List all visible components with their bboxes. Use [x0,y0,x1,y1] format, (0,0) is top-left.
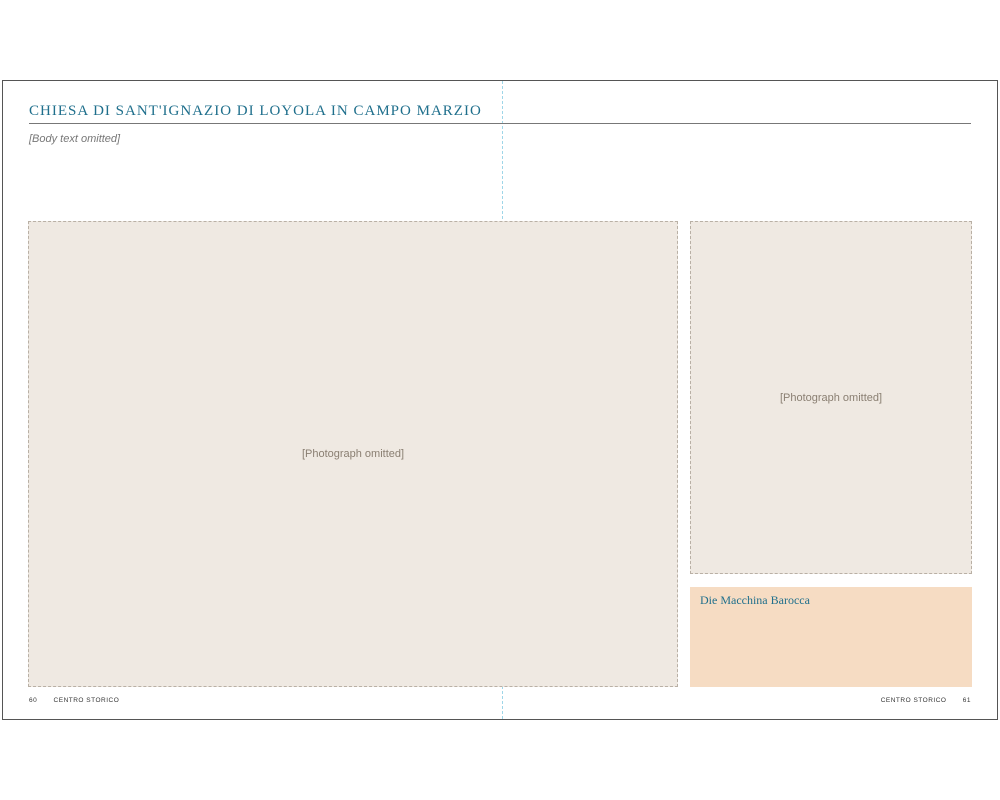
page-number-right: 61 [962,697,971,704]
page-title: CHIESA DI SANT'IGNAZIO DI LOYOLA IN CAMPO MARZIO [29,103,482,119]
magazine-spread [2,80,998,720]
ceiling-fresco-photo-placeholder: [Photograph omitted] [690,221,972,574]
section-label-left: CENTRO STORICO [53,697,120,704]
church-facade-photo-placeholder: [Photograph omitted] [28,221,678,687]
section-label-right: CENTRO STORICO [880,697,947,704]
sidebar-title: Die Macchina Barocca [700,593,810,607]
footer-right [881,697,971,704]
title-rule [29,123,971,124]
sidebar-box [690,587,972,687]
body-text-omitted: [Body text omitted] [29,133,121,145]
page-number-left: 60 [29,697,38,704]
footer-left [29,697,119,704]
